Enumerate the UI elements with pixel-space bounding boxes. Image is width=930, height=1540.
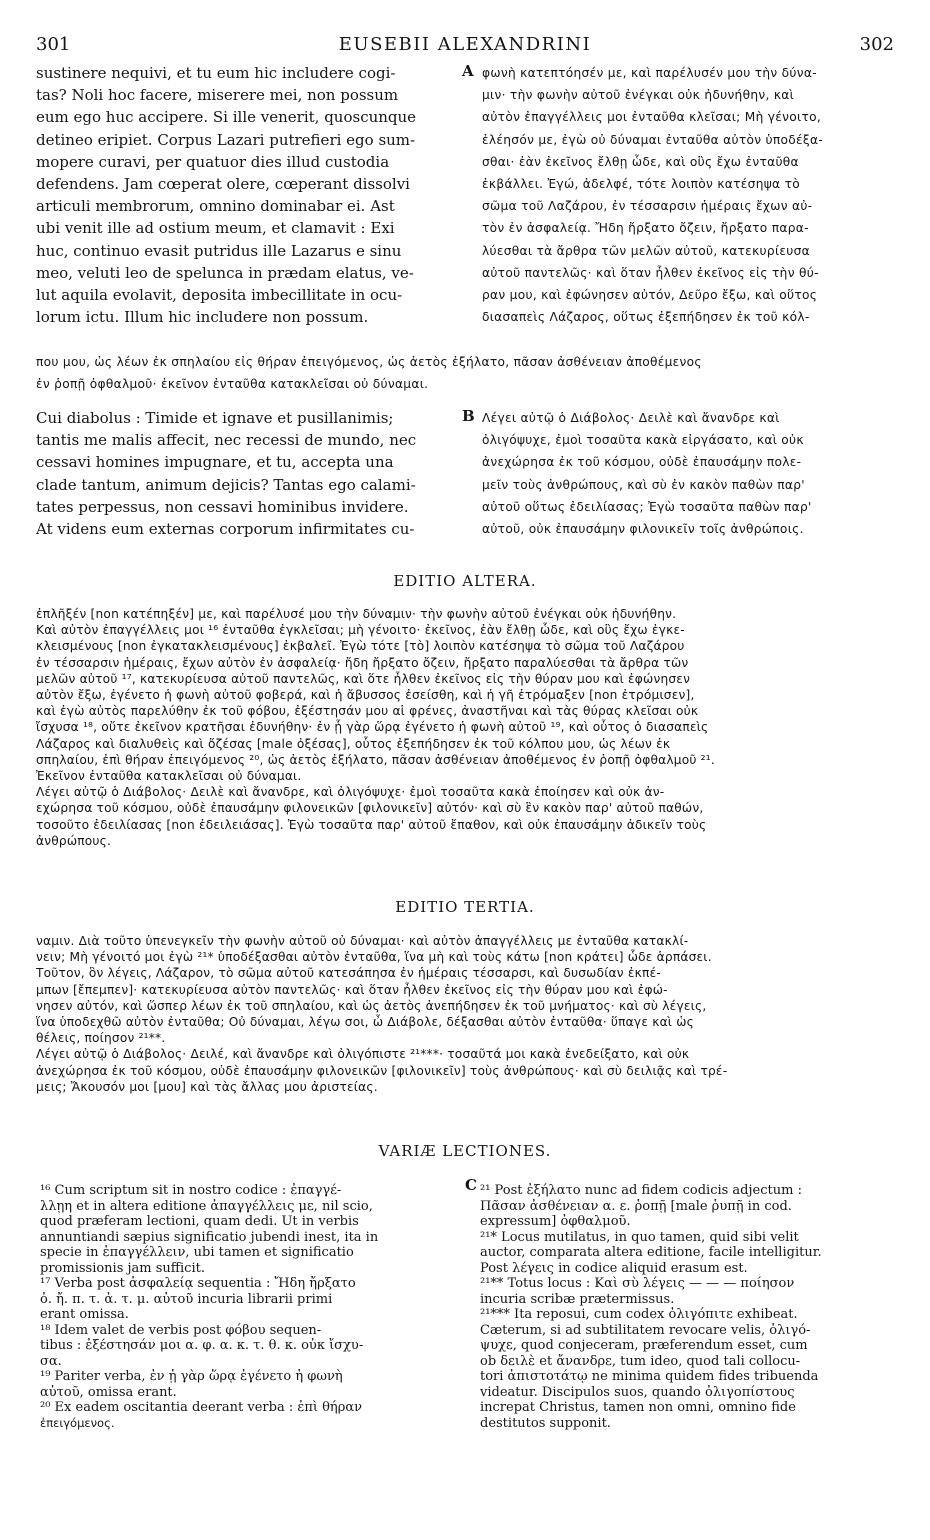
- text-line: huc, continuo evasit putridus ille Lazarus e sinu: [36, 241, 402, 260]
- page-number-right: 302: [859, 34, 894, 55]
- footnote-line: promissionis jam sufficit.: [40, 1260, 205, 1276]
- latin-column-2: [36, 407, 456, 540]
- text-line: αὐτοῦ παντελῶς· καὶ ὅταν ἦλθεν ἐκεῖνος εἰς τὴν θύ-: [482, 265, 819, 280]
- text-line: ὀλιγόψυχε, ἐμοὶ τοσαῦτα κακὰ εἰργάσατο, καὶ οὐκ: [482, 433, 804, 448]
- greek-column-2: [482, 407, 894, 540]
- text-line: tantis me malis affecit, nec recessi de mundo, nec: [36, 431, 417, 450]
- text-line: σῶμα τοῦ Λαζάρου, ἐν τέσσαρσιν ἡμέραις ἔχων αὐ-: [482, 199, 813, 214]
- text-line: νησεν αὐτόν, καὶ ὥσπερ λέων ἐκ τοῦ σπηλαίου, καὶ ὡς ἀετὸς ἀνεπήδησεν ἐκ τοῦ μνήματος· καὶ σὺ λέγεις,: [36, 998, 707, 1013]
- text-line: Καὶ αὐτὸν ἐπαγγέλλεις μοι ¹⁶ ἐνταῦθα ἐγκλεῖσαι; μὴ γένοιτο· ἐκεῖνος, ἐὰν ἔλθῃ ὧδε, καὶ οὓς ἔχω ἐγκε-: [36, 623, 685, 638]
- footnote-line: ὀ. ἤ. π. τ. ἀ. τ. μ. αὐτοῦ incuria librarii primi: [40, 1291, 333, 1307]
- text-line: θέλεις, ποίησον ²¹**.: [36, 1031, 166, 1046]
- variae-left-column: [40, 1183, 460, 1431]
- text-line: Λέγει αὐτῷ ὁ Διάβολος· Δειλὲ καὶ ἄνανδρε, καὶ ὀλιγόψυχε· ἐμοὶ τοσαῦτα κακὰ ἐποίησεν καὶ οὐκ ἀν-: [36, 785, 665, 800]
- footnote-line: incuria scribæ prætermissus.: [480, 1291, 675, 1307]
- text-line: defendens. Jam cœperat olere, cœperant dissolvi: [36, 175, 410, 194]
- running-header: [36, 34, 894, 58]
- footnote-line: quod præferam lectioni, quam dedi. Ut in verbis: [40, 1214, 359, 1229]
- footnote-line: σα.: [40, 1353, 62, 1369]
- text-line: tas? Noli hoc facere, miserere mei, non possum: [36, 86, 399, 105]
- text-line: ἀνθρώπους.: [36, 833, 112, 848]
- greek-column-1: [482, 62, 894, 328]
- text-line: sustinere nequivi, et tu eum hic includere cogi-: [36, 64, 396, 82]
- text-line: detineo eripiet. Corpus Lazari putrefieri ego sum-: [36, 130, 416, 149]
- text-line: articuli membrorum, omnino dominabar ei. Ast: [36, 197, 395, 216]
- text-line: αὐτὸν ἔξω, ἐγένετο ἡ φωνὴ αὐτοῦ φοβερά, καὶ ἡ ἄβυσσος ἐσείσθη, καὶ ἡ γῆ ἐτρόμαξεν [non ἐτρόμισεν],: [36, 688, 695, 703]
- footnote-line: ²¹* Locus mutilatus, in quo tamen, quid sibi velit: [480, 1229, 799, 1245]
- text-line: κλεισμένους [non ἐγκατακλεισμένους] ἐκβαλεῖ. Ἐγὼ τότε [τὸ] λοιπὸν κατέσηψα τὸ σῶμα τοῦ Λαζάρου: [36, 639, 685, 654]
- text-line: τὸν ἐν ἀσφαλείᾳ. Ἤδη ἤρξατο ὄζειν, ἤρξατο παρα-: [482, 221, 809, 236]
- editio-altera-text: [36, 606, 894, 849]
- text-line: μεις; Ἄκουσόν μοι [μου] καὶ τὰς ἄλλας μου ἀριστείας.: [36, 1079, 378, 1094]
- text-line: μπων [ἔπεμπεν]· κατεκυρίευσα αὐτὸν παντελῶς· καὶ ὅταν ἦλθεν ἐκεῖνος εἰς τὴν θύραν μου καὶ ἐφώ-: [36, 982, 668, 997]
- text-line: ἵνα ὑποδεχθῶ αὐτὸν ἐνταῦθα; Οὐ δύναμαι, λέγω σοι, ὦ Διάβολε, δέξασθαι αὐτὸν ἐνταῦθα· ὕπαγε καὶ ὡς: [36, 1015, 694, 1030]
- footnote-line: increpat Christus, tamen non omni, omnino fide: [480, 1400, 796, 1415]
- text-line: Λέγει αὐτῷ ὁ Διάβολος· Δειλὲ καὶ ἄνανδρε καὶ: [482, 411, 780, 425]
- heading-editio-tertia: EDITIO TERTIA.: [395, 898, 535, 916]
- text-line: ραν μου, καὶ ἐφώνησεν αὐτόν, Δεῦρο ἔξω, καὶ οὕτος: [482, 288, 818, 303]
- text-line: ἴσχυσα ¹⁸, οὔτε ἐκεῖνον κρατῆσαι ἐδυνήθην· ἐν ᾗ γὰρ ὥρᾳ ἐγένετο ἡ φωνὴ αὐτοῦ ¹⁹, καὶ οὗτος ὁ διασαπεὶς: [36, 720, 709, 735]
- text-line: Τοῦτον, ὃν λέγεις, Λάζαρον, τὸ σῶμα αὐτοῦ κατεσάπησα ἐν ἡμέραις τέσσαρσι, καὶ δυσωδίαν ἐκπέ-: [36, 966, 661, 981]
- margin-marker-a: A: [462, 62, 474, 80]
- editio-tertia-text: [36, 933, 894, 1095]
- running-title: EUSEBII ALEXANDRINI: [338, 34, 592, 55]
- footnote-line: auctor, comparata altera editione, facile intelligitur.: [480, 1245, 822, 1260]
- footnote-line: ψυχε, quod conjeceram, præferendum esset, cum: [480, 1338, 808, 1353]
- text-line: clade tantum, animum dejicis? Tantas ego calami-: [36, 475, 416, 494]
- text-line: ἀνεχώρησα ἐκ τοῦ κόσμου, οὐδὲ ἐπαυσάμην φιλονεικῶν [φιλονικεῖν] τοὺς ἀνθρώπους· καὶ σὺ δειλιᾷς καὶ τρέ-: [36, 1063, 728, 1078]
- text-line: Λέγει αὐτῷ ὁ Διάβολος· Δειλέ, καὶ ἄνανδρε καὶ ὀλιγόπιστε ²¹***· τοσαῦτά μοι κακὰ ἐνεδείξατο, καὶ οὐκ: [36, 1047, 690, 1062]
- text-line: mopere curavi, per quatuor dies illud custodia: [36, 152, 390, 171]
- text-line: meo, veluti leo de spelunca in prædam elatus, ve-: [36, 263, 414, 282]
- latin-column-1: [36, 62, 456, 328]
- text-line: Λάζαρος καὶ διαλυθεὶς καὶ ὄζέσας [male ὀξέσας], οὗτος ἐξεπήδησεν ἐκ τοῦ κόλπου μου, ὡς λέων ἐκ: [36, 736, 671, 751]
- text-line: που μου, ὡς λέων ἐκ σπηλαίου εἰς θήραν ἐπειγόμενος, ὡς ἀετὸς ἐξήλατο, πᾶσαν ἀσθένειαν ἀποθέμενος: [36, 355, 702, 369]
- variae-right-column: [480, 1183, 894, 1431]
- text-line: εχώρησα τοῦ κόσμου, οὐδὲ ἐπαυσάμην φιλονεικῶν [φιλονικεῖν] αὐτόν· καὶ σὺ ἓν κακὸν παρ' αὐτοῦ παθών,: [36, 801, 704, 816]
- text-line: διασαπεὶς Λάζαρος, οὕτως ἐξεπήδησεν ἐκ τοῦ κόλ-: [482, 310, 810, 325]
- footnote-line: erant omissa.: [40, 1307, 129, 1322]
- margin-marker-c: C: [465, 1176, 477, 1194]
- text-line: σθαι· ἐὰν ἐκεῖνος ἔλθῃ ὧδε, καὶ οὓς ἔχω ἐνταῦθα: [482, 154, 799, 169]
- footnote-line: ἐπειγόμενος.: [40, 1415, 115, 1430]
- footnote-line: ob δειλὲ et ἄνανδρε, tum ideo, quod tali collocu-: [480, 1353, 801, 1369]
- footnote-line: λλῃη et in altera editione ἀπαγγέλλεις με, nil scio,: [40, 1198, 373, 1214]
- text-line: σπηλαίου, ἐπὶ θήραν ἐπειγόμενος ²⁰, ὡς ἀετὸς ἐξήλατο, πᾶσαν ἀσθένειαν ἀποθέμενος ἐν ῥοπῇ ὀφθαλμοῦ ²¹.: [36, 752, 715, 767]
- text-line: αὐτὸν ἐπαγγέλλεις μοι ἐνταῦθα κλεῖσαι; Μὴ γένοιτο,: [482, 110, 822, 125]
- footnote-line: Post λέγεις in codice aliquid erasum est.: [480, 1260, 748, 1276]
- text-line: ἐν τέσσαρσιν ἡμέραις, ἔχων αὐτὸν ἐν ἀσφαλείᾳ· ἤδη ἤρξατο ὄζειν, ἤρξατο παραλύεσθαι τὰ ἄρθρα τῶν: [36, 655, 689, 670]
- footnote-line: tibus : ἐξέστησάν μοι α. φ. α. κ. τ. θ. κ. οὐκ ἴσχυ-: [40, 1338, 364, 1353]
- text-line: νειν; Μὴ γένοιτό μοι ἐγὼ ²¹* ὑποδέξασθαι αὐτὸν ἐνταῦθα, ἵνα μὴ καὶ τοὺς κάτω [non κράτει] ὧδε ἁρπάσει.: [36, 950, 712, 965]
- text-line: Cui diabolus : Timide et ignave et pusillanimis;: [36, 409, 394, 427]
- text-line: ubi venit ille ad ostium meum, et clamavit : Exi: [36, 219, 395, 238]
- text-line: ἀνεχώρησα ἐκ τοῦ κόσμου, οὐδὲ ἐπαυσάμην πολε-: [482, 455, 802, 470]
- text-line: καὶ ἐγὼ αὐτὸς παρελύθην ἐκ τοῦ φόβου, ἐξέστησάν μου αἱ φρένες, ἀναστῆναι καὶ τὰς θύρας κλεῖσαι οὐκ: [36, 704, 699, 719]
- margin-marker-b: B: [462, 407, 475, 425]
- text-line: ἐν ῥοπῇ ὀφθαλμοῦ· ἐκεῖνον ἐνταῦθα κατακλεῖσαι οὐ δύναμαι.: [36, 377, 429, 392]
- text-line: lorum ictu. Illum hic includere non possum.: [36, 308, 369, 327]
- text-line: cessavi homines impugnare, et tu, accepta una: [36, 453, 394, 472]
- footnote-line: αὐτοῦ, omissa erant.: [40, 1384, 177, 1400]
- footnote-line: ¹⁷ Verba post ἀσφαλείᾳ sequentia : Ἤδη ἤρξατο: [40, 1276, 356, 1291]
- footnote-line: ¹⁶ Cum scriptum sit in nostro codice : ἐπαγγέ-: [40, 1183, 342, 1198]
- text-line: ἐπλῆξέν [non κατέπηξέν] με, καὶ παρέλυσέ μου τὴν δύναμιν· τὴν φωνὴν αὐτοῦ ἐνέγκαι οὐκ ἠδυνήθην.: [36, 607, 677, 621]
- footnote-line: ¹⁹ Pariter verba, ἐν ᾗ γὰρ ὥρᾳ ἐγένετο ἡ φωνὴ: [40, 1369, 343, 1384]
- footnote-line: annuntiandi sæpius significatio jubendi inest, ita in: [40, 1229, 379, 1245]
- text-line: μεῖν τοὺς ἀνθρώπους, καὶ σὺ ἐν κακὸν παθὼν παρ': [482, 477, 805, 492]
- text-line: eum ego huc accipere. Si ille venerit, quoscunque: [36, 108, 417, 127]
- text-line: lut aquila evolavit, deposita imbecillitate in ocu-: [36, 286, 403, 305]
- footnote-line: videatur. Discipulos suos, quando ὀλιγοπίστους: [480, 1384, 795, 1400]
- page-number-left: 301: [36, 34, 71, 55]
- text-line: αὐτοῦ οὕτως ἐδειλίασας; Ἐγὼ τοσαῦτα παθὼν παρ': [482, 499, 812, 514]
- text-line: αὐτοῦ, οὐκ ἐπαυσάμην φιλονικεῖν τοῖς ἀνθρώποις.: [482, 522, 804, 537]
- footnote-line: tori ἀπιστοτάτῳ ne minima quidem fides tribuenda: [480, 1369, 819, 1384]
- footnote-line: Πᾶσαν ἀσθένειαν α. ε. ῥοπῇ [male ῥυπῇ in cod.: [480, 1198, 792, 1214]
- text-line: ἐκβάλλει. Ἐγώ, ἀδελφέ, τότε λοιπὸν κατέσηψα τὸ: [482, 177, 800, 192]
- footnote-line: ¹⁸ Idem valet de verbis post φόβου sequen-: [40, 1322, 322, 1338]
- text-line: μελῶν αὐτοῦ ¹⁷, κατεκυρίευσα αὐτοῦ παντελῶς, καὶ ὅτε ἦλθεν ἐκεῖνος εἰς τὴν θύραν μου καὶ ἐφώνησεν: [36, 671, 691, 686]
- text-line: τοσοῦτο ἐδειλίασας [non ἐδειλειάσας]. Ἐγὼ τοσαῦτα παρ' αὐτοῦ ἔπαθον, καὶ οὐκ ἐπαυσάμην ἀδικεῖν τοὺς: [36, 817, 707, 832]
- footnote-line: specie in ἐπαγγέλλειν, ubi tamen et significatio: [40, 1245, 354, 1260]
- footnote-line: ²¹ Post ἐξήλατο nunc ad fidem codicis adjectum :: [480, 1183, 802, 1198]
- text-line: Ἐκεῖνον ἐνταῦθα κατακλεῖσαι οὐ δύναμαι.: [36, 769, 302, 784]
- greek-full-width-lines: [36, 351, 894, 395]
- footnote-line: expressum] ὀφθαλμοῦ.: [480, 1214, 631, 1229]
- footnote-line: destitutos supponit.: [480, 1415, 611, 1431]
- footnote-line: ²¹** Totus locus : Καὶ σὺ λέγεις — — — ποίησον: [480, 1276, 795, 1291]
- footnote-line: Cæterum, si ad subtilitatem revocare velis, ὀλιγό-: [480, 1322, 811, 1338]
- text-line: μιν· τὴν φωνὴν αὐτοῦ ἐνέγκαι οὐκ ἠδυνήθην, καὶ: [482, 88, 795, 103]
- footnote-line: ²¹*** Ita reposui, cum codex ὀλιγόπιτε exhibeat.: [480, 1307, 798, 1322]
- heading-editio-altera: EDITIO ALTERA.: [393, 572, 537, 590]
- text-line: λύεσθαι τὰ ἄρθρα τῶν μελῶν αὐτοῦ, κατεκυρίευσα: [482, 243, 810, 258]
- footnote-line: ²⁰ Ex eadem oscitantia deerant verba : ἐπὶ θήραν: [40, 1400, 363, 1415]
- text-line: φωνὴ κατεπτόησέν με, καὶ παρέλυσέν μου τὴν δύνα-: [482, 66, 817, 80]
- text-line: tates perpessus, non cessavi hominibus invidere.: [36, 497, 409, 516]
- text-line: ναμιν. Διὰ τοῦτο ὑπενεγκεῖν τὴν φωνὴν αὐτοῦ οὐ δύναμαι· καὶ αὐτὸν ἀπαγγέλλεις με ἐνταῦθα κατακλί-: [36, 934, 689, 948]
- text-line: At videns eum externas corporum infirmitates cu-: [36, 520, 415, 539]
- heading-variae-lectiones: VARIÆ LECTIONES.: [378, 1142, 552, 1160]
- text-line: ἐλέησόν με, ἐγὼ οὐ δύναμαι ἐνταῦθα αὐτὸν ὑποδέξα-: [482, 132, 824, 147]
